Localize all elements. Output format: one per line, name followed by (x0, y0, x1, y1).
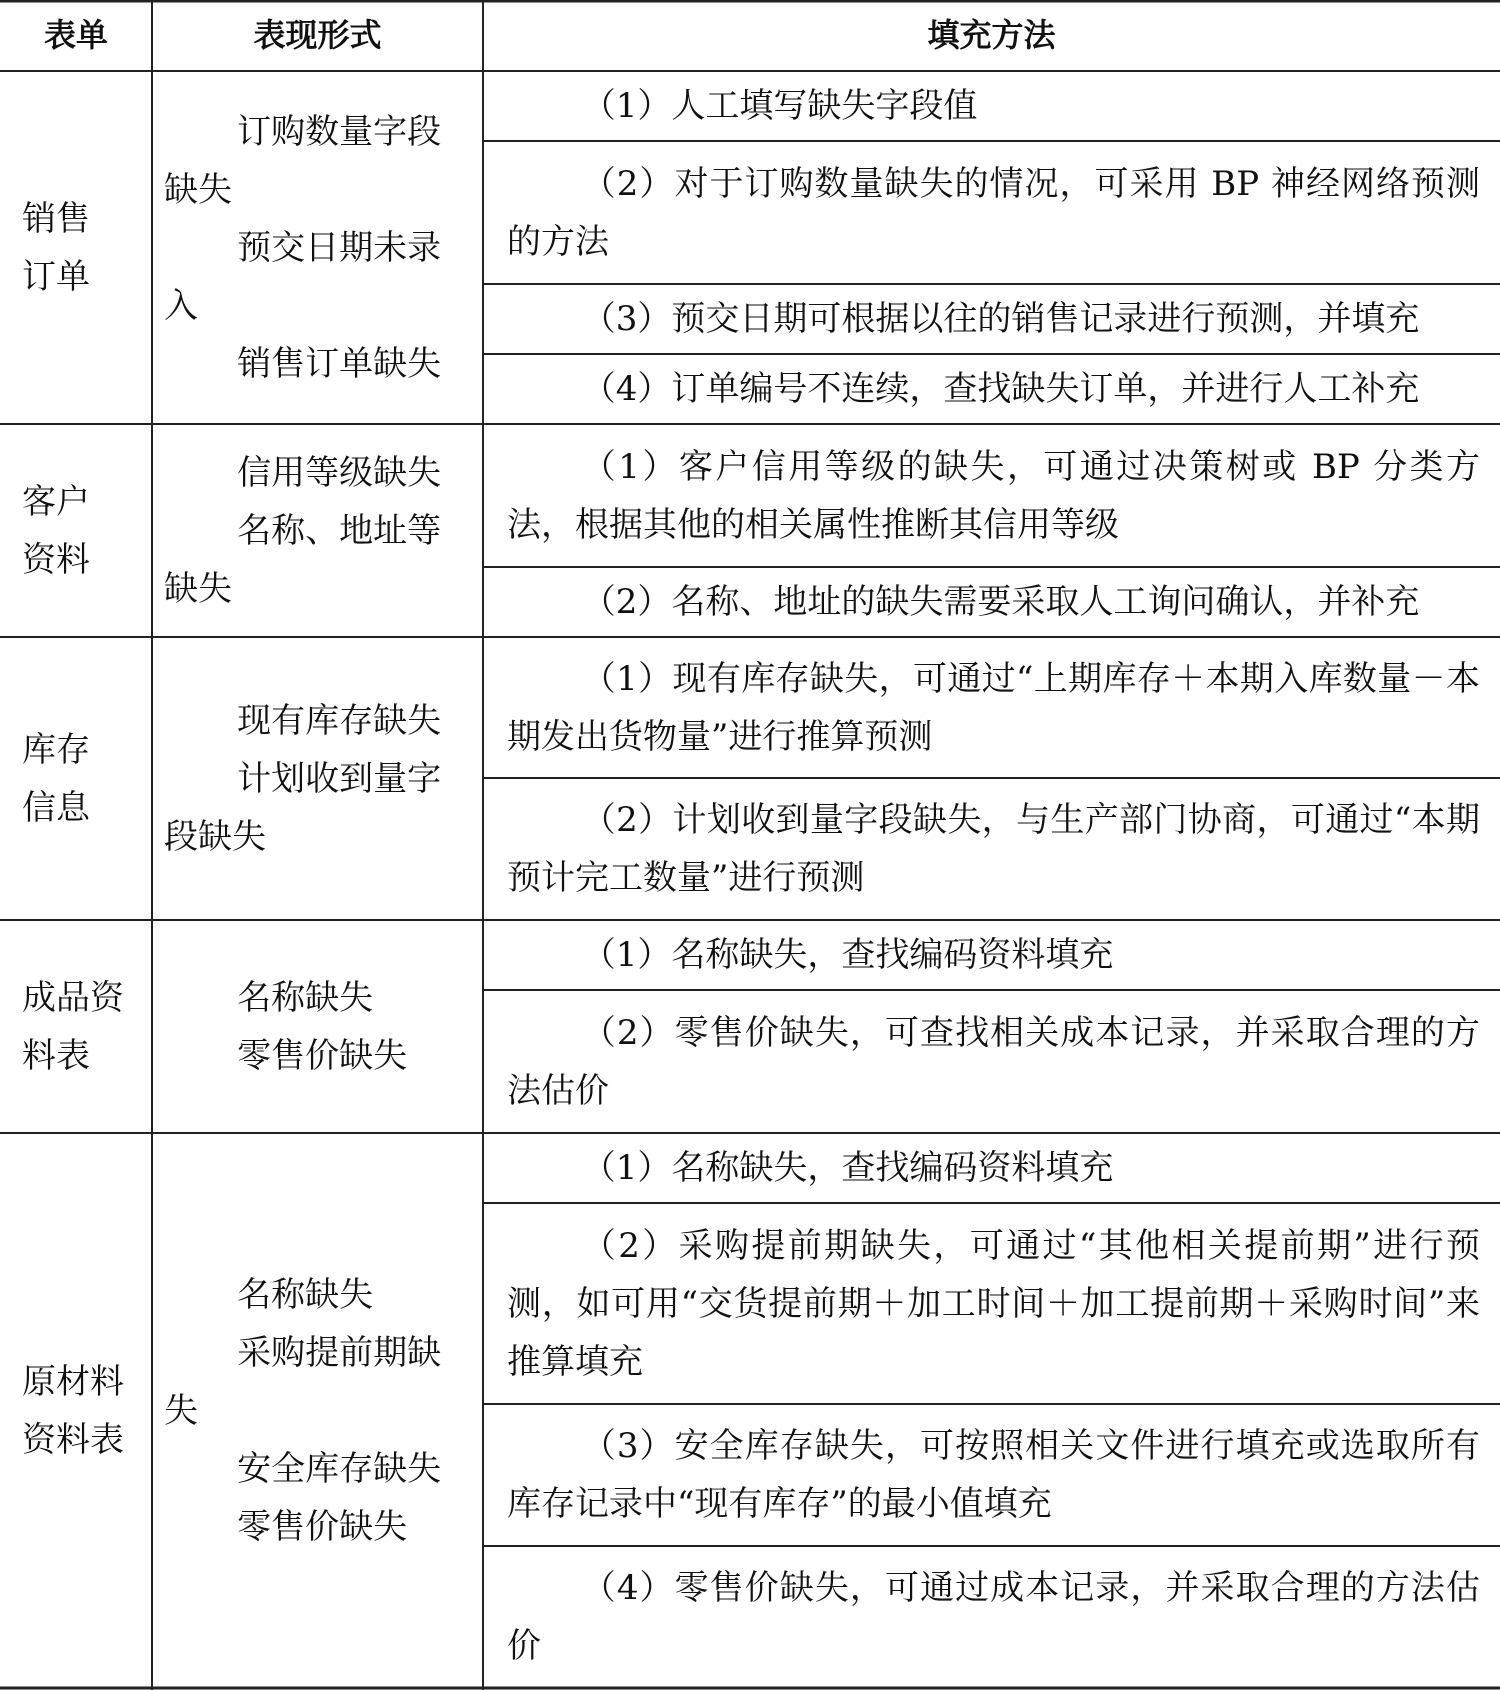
forms-sales-order (152, 71, 483, 424)
method-text: （3）安全库存缺失，可按照相关文件进行填充或选取所有库存记录中“现有库存”的最小值填充 (507, 1426, 1480, 1524)
method-text: （4）订单编号不连续，查找缺失订单，并进行人工补充 (581, 369, 1420, 409)
category-finished-goods (0, 920, 152, 1133)
form-item: 销售订单缺失 (237, 343, 442, 384)
form-item: 现有库存缺失 (237, 700, 442, 741)
form-item: 安全库存缺失 (237, 1448, 442, 1489)
header-method: 填充方法 (927, 16, 1056, 54)
method-cell (483, 1203, 1500, 1404)
form-item: 名称缺失 (237, 1274, 374, 1315)
form-item: 采购提前期缺失 (164, 1332, 442, 1431)
method-text: （3）预交日期可根据以往的销售记录进行预测，并填充 (581, 299, 1420, 339)
forms-raw-materials (152, 1133, 483, 1688)
header-form: 表单 (43, 16, 108, 54)
method-text: （2）计划收到量字段缺失，与生产部门协商，可通过“本期预计完工数量”进行预测 (507, 800, 1480, 898)
method-text: （1）现有库存缺失，可通过“上期库存＋本期入库数量－本期发出货物量”进行推算预测 (507, 658, 1480, 757)
method-text: （1）人工填写缺失字段值 (581, 86, 978, 126)
method-cell (483, 424, 1500, 567)
method-text: （2）零售价缺失，可查找相关成本记录，并采取合理的方法估价 (507, 1012, 1480, 1111)
category-customer-data (0, 424, 152, 637)
method-cell (483, 637, 1500, 778)
form-item: 信用等级缺失 (237, 452, 442, 493)
category-inventory-info (0, 637, 152, 920)
method-cell (483, 141, 1500, 284)
method-cell (483, 567, 1500, 637)
form-item: 零售价缺失 (237, 1035, 408, 1076)
category-label: 成品资 料表 (22, 977, 124, 1076)
method-cell (483, 71, 1500, 141)
method-text: （2）采购提前期缺失，可通过“其他相关提前期”进行预测，如可用“交货提前期＋加工时间＋加工提前期＋采购时间”来推算填充 (507, 1225, 1480, 1382)
method-cell (483, 990, 1500, 1133)
form-item: 名称、地址等缺失 (164, 510, 442, 609)
method-text: （2）对于订购数量缺失的情况，可采用 BP 神经网络预测的方法 (507, 163, 1480, 262)
forms-inventory-info (152, 637, 483, 920)
method-text: （1）名称缺失，查找编码资料填充 (581, 1148, 1114, 1188)
method-text: （1）客户信用等级的缺失，可通过决策树或 BP 分类方法，根据其他的相关属性推断其信用等级 (507, 446, 1480, 545)
method-text: （4）零售价缺失，可通过成本记录，并采取合理的方法估价 (507, 1568, 1480, 1666)
method-cell (483, 1546, 1500, 1688)
form-item: 零售价缺失 (237, 1506, 408, 1547)
method-text: （2）名称、地址的缺失需要采取人工询问确认，并补充 (581, 582, 1420, 622)
category-label: 销售 订单 (22, 198, 90, 297)
forms-customer-data (152, 424, 483, 637)
method-cell (483, 920, 1500, 990)
method-cell (483, 1404, 1500, 1546)
category-sales-order (0, 71, 152, 424)
form-item: 计划收到量字段缺失 (164, 758, 442, 857)
method-text: （1）名称缺失，查找编码资料填充 (581, 935, 1114, 975)
header-expression: 表现形式 (253, 16, 382, 54)
form-item: 预交日期未录入 (164, 227, 442, 326)
category-label: 客户 资料 (22, 481, 90, 580)
category-raw-materials (0, 1133, 152, 1688)
category-label: 库存 信息 (22, 729, 90, 828)
method-cell (483, 778, 1500, 920)
category-label: 原材料 资料表 (22, 1361, 124, 1460)
form-item: 名称缺失 (237, 977, 374, 1018)
method-cell (483, 284, 1500, 354)
method-cell (483, 1133, 1500, 1203)
forms-finished-goods (152, 920, 483, 1133)
method-cell (483, 354, 1500, 424)
form-item: 订购数量字段缺失 (164, 111, 442, 210)
